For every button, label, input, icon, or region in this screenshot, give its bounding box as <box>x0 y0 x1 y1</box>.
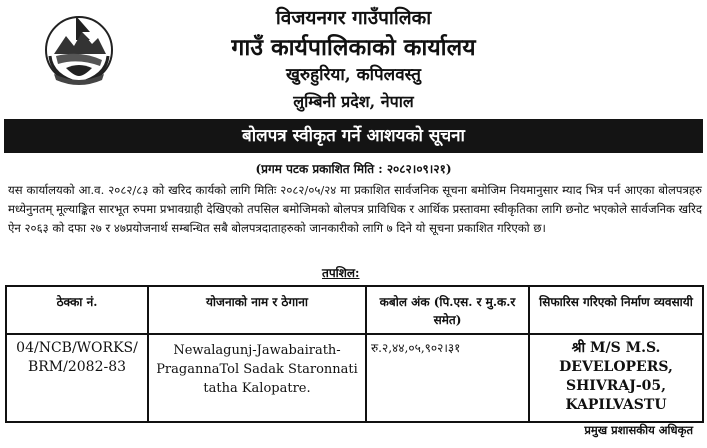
office-name: गाउँ कार्यपालिकाको कार्यालय <box>231 34 476 61</box>
province-country: लुम्बिनी प्रदेश, नेपाल <box>293 92 414 111</box>
signatory-title: प्रमुख प्रशासकीय अधिकृत <box>584 423 693 437</box>
publication-date: (प्रगम पटक प्रकाशित मिति : २०८२।०९।२१) <box>255 162 452 176</box>
office-location: खुरुहुरिया, कपिलवस्तु <box>286 65 421 85</box>
project-cell: Newalagunj-Jawabairath-PragannaTol Sadak Staronnati tatha Kalopatre. <box>148 334 366 422</box>
header-contract-no: ठेक्का नं. <box>6 286 148 334</box>
letterhead <box>0 0 707 118</box>
notice-body: यस कार्यालयको आ.व. २०८२/८३ को खरिद कार्यको लागि मितिः २०८२/०५/२४ मा प्रकाशित सार्वजनिक सूचना बमोजिम नियमानुसार म्याद भित्र पर्न आएका बोलपत्रहरु मध्येनुनतम् मूल्याङ्कित सारभूत रुपमा प्रभावग्राही देखिएको तपसिल बमोजिमको बोलपत्र प्राविधिक र आर्थिक प्रस्तावमा स्वीकृतिका लागि छनोट भएकोले सार्वजनिक खरिद ऐन २०६३ को दफा २७ र ४७प्रयोजनार्थ सम्बन्धित सबै बोलपत्रदाताहरुको जानकारीको लागि ७ दिने यो सूचना प्रकाशित गरिएको छ। <box>8 183 702 235</box>
details-label: तपशिल: <box>322 266 360 280</box>
notice-title-banner: बोलपत्र स्वीकृत गर्ने आशयको सूचना <box>4 119 703 153</box>
table-row <box>6 334 703 422</box>
contractor-cell: श्री M/S M.S. DEVELOPERS, SHIVRAJ-05, KAPILVASTU <box>529 334 703 422</box>
bid-amount-cell: रु.२,४४,०५,९०२।३१ <box>366 334 529 422</box>
table-header-row <box>6 286 703 334</box>
header-bid-amount: कबोल अंक (पि.एस. र मु.क.र समेत) <box>366 286 529 334</box>
municipality-name: विजयनगर गाउँपालिका <box>275 7 432 29</box>
header-recommended-contractor: सिफारिस गरिएको निर्माण व्यवसायी <box>529 286 703 334</box>
award-table <box>5 285 704 423</box>
header-project: योजनाको नाम र ठेगाना <box>148 286 366 334</box>
contract-no-cell: 04/NCB/WORKS/ BRM/2082-83 <box>6 334 148 422</box>
